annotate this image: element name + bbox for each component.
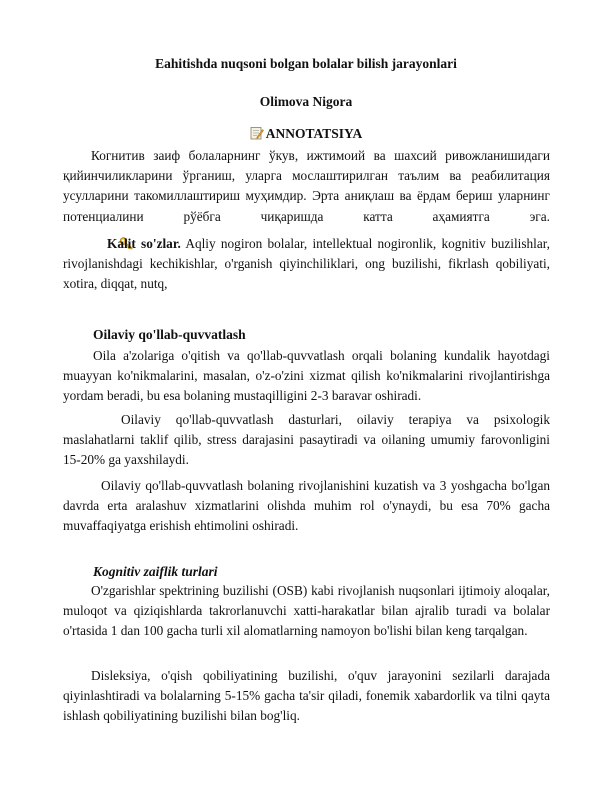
paragraph: Oilaviy qo'llab-quvvatlash dasturlari, oilaviy terapiya va psixologik maslahatlarni taklif qilib, stress darajasini pasaytiradi va oilaning umumiy farovonligini 15-20% ga yaxshilaydi.: [63, 412, 550, 468]
paragraph: Disleksiya, o'qish qobiliyatining buzilishi, o'quv jarayonini sezilarli darajada qiyinlashtiradi va bolalarning 5-15% gacha ta'sir qiladi, fonemik xabardorlik va tilni qayta ishlash qobiliyatining buzilishi bilan bog'liq.: [63, 668, 550, 724]
author-name: Olimova Nigora: [259, 94, 353, 109]
key-icon: [91, 236, 107, 250]
paragraph: Oila a'zolariga o'qitish va qo'llab-quvvatlash orqali bolaning kundalik hayotdagi muayyan ko'nikmalarini, masalan, o'z-o'zini xizmat qilish ko'nikmalarini rivojlantirishga yordam beradi, bu esa bolaning mustaqilligini 2-3 baravar oshiradi.: [63, 348, 550, 404]
keywords-text: Aqliy nogiron bolalar, intellektual nogironlik, kognitiv buzilishlar, rivojlanishdagi kechikishlar, o'rganish qiyinchiliklari, ong buzilishi, fikrlash qobiliyati, xotira, diqqat, nutq,: [63, 236, 550, 292]
keywords-paragraph: [63, 234, 550, 295]
paragraph: O'zgarishlar spektrining buzilishi (OSB) kabi rivojlanish nuqsonlari ijtimoiy aloqalar, muloqot va qiziqishlarda takrorlanuvchi xatti-harakatlar bilan ajralib turadi va bolalar o'rtasida 1 dan 100 gacha turli xil alomatlarning namoyon bo'lishi bilan keng tarqalgan.: [63, 583, 550, 639]
annotation-heading-text: ANNOTATSIYA: [265, 126, 363, 141]
keywords-label: Kalit so'zlar.: [107, 236, 181, 251]
section-heading-cognitive-types: Kognitiv zaiflik turlari: [93, 564, 218, 579]
annotation-heading: [0, 124, 612, 144]
abstract-paragraph: Когнитив заиф болаларнинг ўкув, ижтимоий ва шахсий ривожланишидаги қийинчиликларини ўрганиш, уларга мослаштирилган таълим ва реабилитация усулларини такомиллаштириш муҳимдир. Эрта аниқлаш ва ёрдам бериш уларнинг потенциалини рўёбга чиқаришда катта аҳамиятга эга.: [63, 148, 550, 224]
memo-icon: [250, 126, 264, 140]
paragraph: Oilaviy qo'llab-quvvatlash bolaning rivojlanishini kuzatish va 3 yoshgacha bo'lgan davrda erta aralashuv xizmatlarini olishda muhim rol o'ynaydi, bu esa 70% gacha muvaffaqiyatga erishish ehtimolini oshiradi.: [63, 478, 550, 534]
document-title: Eahitishda nuqsoni bolgan bolalar bilish jarayonlari: [155, 56, 457, 71]
section-heading-family-support: Oilaviy qo'llab-quvvatlash: [93, 327, 246, 342]
